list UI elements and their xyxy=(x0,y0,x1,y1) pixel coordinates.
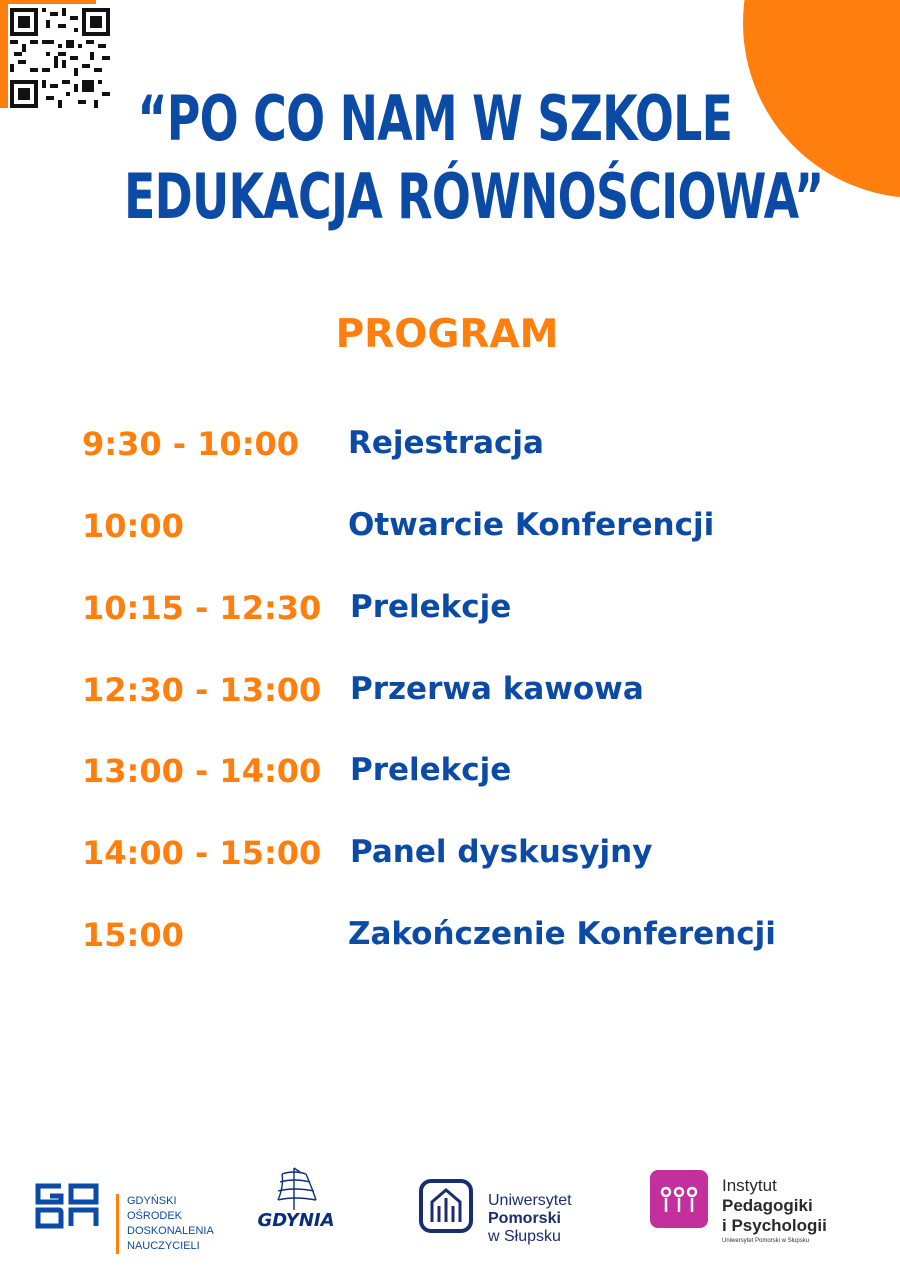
up-text xyxy=(488,1192,572,1246)
schedule-time: 15:00 xyxy=(82,916,184,954)
ipp-line: Instytut xyxy=(722,1176,777,1195)
schedule-time: 13:00 - 14:00 xyxy=(82,752,322,790)
schedule-event: Prelekcje xyxy=(350,752,512,788)
up-line: Uniwersytet xyxy=(488,1192,572,1209)
ipp-line: Pedagogiki xyxy=(722,1196,813,1215)
ship-sail-icon xyxy=(274,1166,320,1212)
schedule-event: Rejestracja xyxy=(348,425,544,461)
godn-line: NAUCZYCIELI xyxy=(127,1240,200,1252)
schedule-time: 14:00 - 15:00 xyxy=(82,834,322,872)
ipp-subline: Uniwersytet Pomorski w Słupsku xyxy=(722,1238,810,1244)
godn-text xyxy=(116,1194,214,1254)
ipp-text xyxy=(722,1176,827,1246)
schedule-event: Zakończenie Konferencji xyxy=(348,916,776,952)
corner-accent-bar xyxy=(0,0,96,4)
schedule-row xyxy=(0,589,900,639)
godn-mark-icon xyxy=(34,1182,100,1230)
page-title-line-1: “PO CO NAM W SZKOLE xyxy=(137,82,733,155)
university-emblem-icon xyxy=(418,1178,474,1234)
schedule-row xyxy=(0,671,900,721)
godn-logo[interactable] xyxy=(34,1174,274,1252)
corner-accent-tab xyxy=(0,0,8,108)
schedule-row xyxy=(0,834,900,884)
godn-line: GDYŃSKI xyxy=(127,1195,177,1207)
schedule-time: 9:30 - 10:00 xyxy=(82,425,300,463)
schedule-row xyxy=(0,507,900,557)
schedule-row xyxy=(0,425,900,475)
up-logo[interactable] xyxy=(418,1174,618,1244)
godn-line: OŚRODEK xyxy=(127,1210,183,1222)
gdynia-wordmark: GDYNIA xyxy=(257,1210,335,1231)
partner-logos xyxy=(0,1160,900,1260)
schedule-event: Przerwa kawowa xyxy=(350,671,644,707)
schedule-event: Panel dyskusyjny xyxy=(350,834,653,870)
schedule-row xyxy=(0,916,900,966)
ipp-logo[interactable] xyxy=(650,1166,860,1250)
page-title xyxy=(109,80,824,236)
schedule-time: 10:15 - 12:30 xyxy=(82,589,322,627)
schedule-event: Otwarcie Konferencji xyxy=(348,507,715,543)
schedule-row xyxy=(0,752,900,802)
schedule-event: Prelekcje xyxy=(350,589,512,625)
qr-code-icon[interactable] xyxy=(10,8,110,108)
godn-line: DOSKONALENIA xyxy=(127,1225,214,1237)
program-heading: PROGRAM xyxy=(335,312,559,357)
page-title-line-2: EDUKACJA RÓWNOŚCIOWA” xyxy=(123,160,824,233)
up-line: w Słupsku xyxy=(488,1228,561,1245)
up-line: Pomorski xyxy=(488,1210,561,1227)
schedule-time: 12:30 - 13:00 xyxy=(82,671,322,709)
ipp-line: i Psychologii xyxy=(722,1216,827,1235)
schedule-time: 10:00 xyxy=(82,507,184,545)
ipp-emblem-icon xyxy=(650,1170,708,1228)
gdynia-logo[interactable] xyxy=(246,1166,346,1241)
